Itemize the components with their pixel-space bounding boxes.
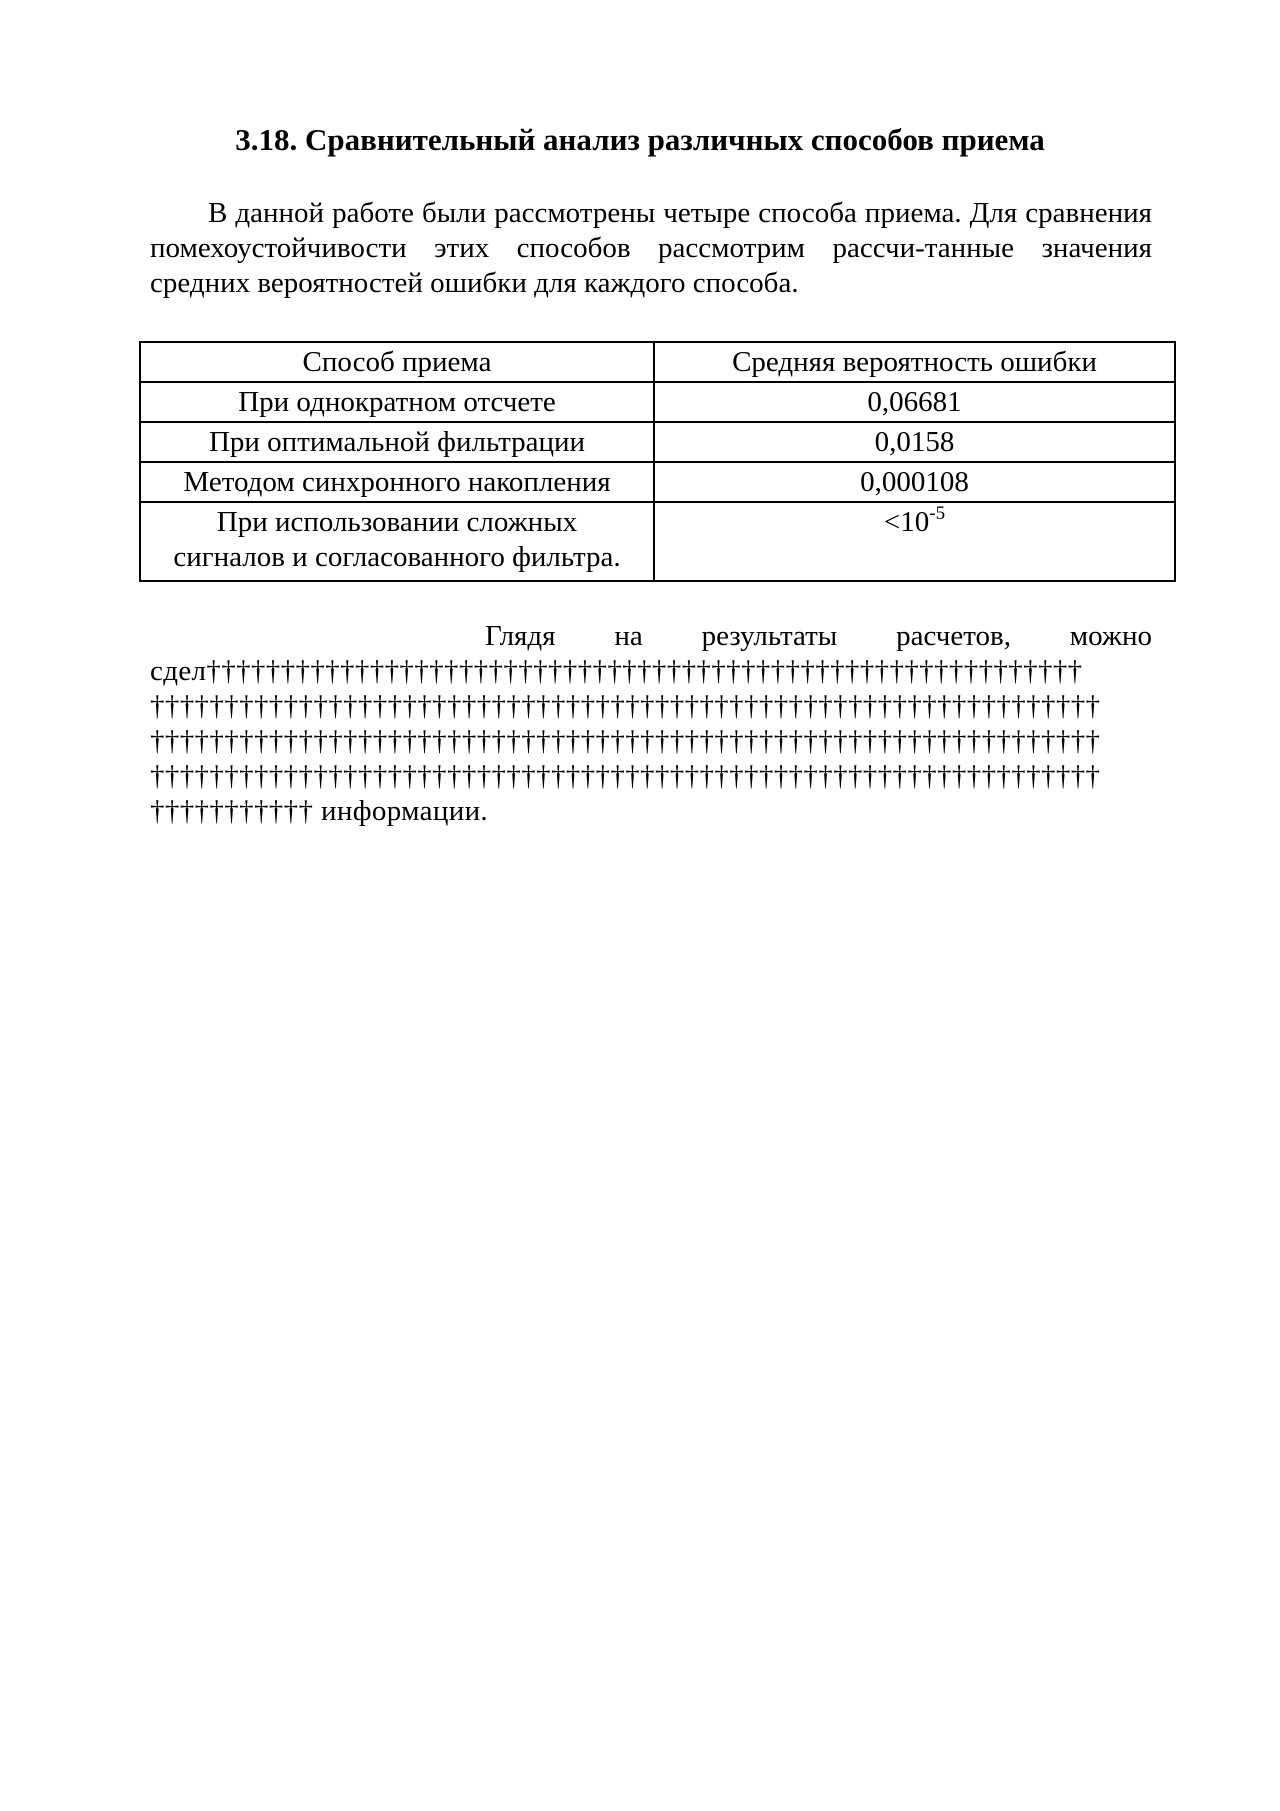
- conclusion-line-6-suffix: информации.: [313, 795, 489, 827]
- conclusion-word: можно: [1069, 620, 1152, 652]
- cell-value-exponent: -5: [929, 503, 946, 524]
- cell-method: При однократном отсчете: [140, 382, 654, 422]
- cell-value-base: <10: [883, 506, 930, 538]
- results-table: [139, 341, 1176, 582]
- table-row: [140, 502, 1175, 581]
- header-error-probability: Средняя вероятность ошибки: [654, 342, 1175, 382]
- conclusion-line-2-glyphs: †††††††††††††††††††††††††††††††††††††††††††††††††††††††††††: [206, 655, 1083, 687]
- cell-value: [654, 502, 1175, 581]
- intro-paragraph: В данной работе были рассмотрены четыре способа приема. Для сравнения помехоустойчивости этих способов рассмотрим рассчи-танные значения средних вероятностей ошибки для каждого способа.: [150, 197, 1152, 299]
- conclusion-word: на: [614, 620, 643, 652]
- cell-method: [140, 502, 654, 581]
- conclusion-line-1: [150, 619, 1152, 654]
- conclusion-line-3: ††††††††††††††††††††††††††††††††††††††††††††††††††††††††††††††††: [150, 690, 1101, 722]
- conclusion-line-6: [150, 794, 1152, 829]
- table-row: [140, 422, 1175, 462]
- cell-method-line1: При использовании сложных: [216, 506, 578, 538]
- cell-value: 0,06681: [654, 382, 1175, 422]
- table-row: [140, 382, 1175, 422]
- conclusion-line-2-prefix: сдел: [150, 655, 207, 687]
- cell-method: Методом синхронного накопления: [140, 462, 654, 502]
- section-heading: 3.18. Сравнительный анализ различных способов приема: [235, 122, 1045, 157]
- table-header-row: [140, 342, 1175, 382]
- cell-method: При оптимальной фильтрации: [140, 422, 654, 462]
- cell-value: 0,000108: [654, 462, 1175, 502]
- conclusion-line-5: ††††††††††††††††††††††††††††††††††††††††††††††††††††††††††††††††: [150, 760, 1101, 792]
- cell-value: 0,0158: [654, 422, 1175, 462]
- header-method: Способ приема: [140, 342, 654, 382]
- conclusion-line-4: ††††††††††††††††††††††††††††††††††††††††††††††††††††††††††††††††: [150, 725, 1101, 757]
- conclusion-word: результаты: [701, 620, 838, 652]
- conclusion-word: расчетов,: [896, 620, 1011, 652]
- conclusion-line-6-glyphs: †††††††††††: [150, 795, 314, 827]
- table-row: [140, 462, 1175, 502]
- conclusion-line-2: [150, 654, 1152, 689]
- cell-method-line2: сигналов и согласованного фильтра.: [173, 541, 621, 573]
- conclusion-paragraph: [150, 619, 1152, 829]
- conclusion-word: Глядя: [485, 620, 556, 652]
